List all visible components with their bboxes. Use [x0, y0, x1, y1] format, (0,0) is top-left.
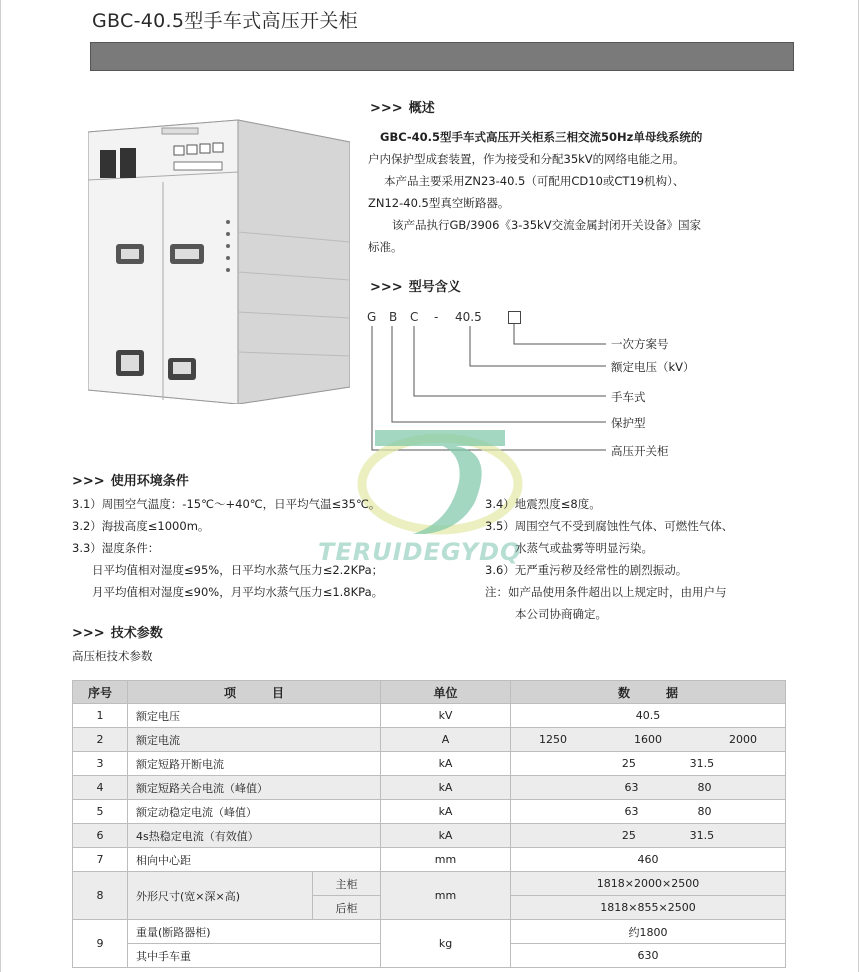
row-number: 1 — [73, 704, 128, 728]
table-row — [73, 752, 786, 776]
model-code-letter: G — [367, 310, 377, 324]
row-data — [511, 776, 786, 800]
row-data — [511, 728, 786, 752]
row-number: 2 — [73, 728, 128, 752]
data-value: 31.5 — [689, 757, 715, 770]
row-data — [511, 800, 786, 824]
row-unit: mm — [381, 872, 511, 920]
row-item: 额定电压 — [128, 704, 381, 728]
page-border-left — [0, 0, 1, 972]
overview-line: 户内保护型成套装置，作为接受和分配35kV的网络电能之用。 — [368, 152, 685, 166]
page-border-right — [858, 0, 859, 972]
row-item: 外形尺寸(宽×深×高) — [128, 872, 313, 920]
env-condition: 日平均值相对湿度≤95%，日平均水蒸气压力≤2.2KPa； — [92, 563, 384, 577]
data-value: 31.5 — [689, 829, 715, 842]
environment-heading: >>> 使用环境条件 — [72, 474, 189, 489]
row-unit: kA — [381, 800, 511, 824]
row-unit: kA — [381, 752, 511, 776]
table-row — [73, 824, 786, 848]
model-label: 手车式 — [611, 390, 646, 404]
tech-heading: >>> 技术参数 — [72, 626, 163, 641]
model-label: 高压开关柜 — [611, 444, 669, 458]
section-marker: >>> — [72, 474, 105, 489]
data-value: 25 — [621, 757, 636, 770]
section-marker: >>> — [370, 101, 403, 116]
overview-line: ZN12-40.5型真空断路器。 — [368, 196, 510, 210]
switchgear-cabinet-image — [88, 102, 350, 404]
table-header: 序号 — [73, 681, 128, 704]
data-value: 25 — [621, 829, 636, 842]
row-item: 其中手车重 — [128, 944, 381, 968]
overview-heading: >>> 概述 — [370, 101, 435, 116]
table-header: 项 目 — [128, 681, 381, 704]
table-header: 单位 — [381, 681, 511, 704]
env-condition: 3.1）周围空气温度：-15℃～+40℃，日平均气温≤35℃。 — [72, 497, 381, 511]
page-title: GBC-40.5型手车式高压开关柜 — [92, 10, 358, 32]
model-code-letter: 40.5 — [455, 310, 482, 324]
env-condition: 3.2）海拔高度≤1000m。 — [72, 519, 210, 533]
row-number: 9 — [73, 920, 128, 968]
table-header-row — [73, 681, 786, 704]
data-value: 1250 — [539, 733, 568, 746]
model-code-letter: - — [434, 310, 439, 324]
row-data — [511, 824, 786, 848]
model-label: 一次方案号 — [611, 337, 669, 351]
overview-line: 该产品执行GB/3906《3-35kV交流金属封闭开关设备》国家 — [392, 218, 702, 232]
table-row — [73, 800, 786, 824]
overview-line: 标准。 — [368, 240, 403, 254]
data-value: 2000 — [729, 733, 758, 746]
table-row — [73, 872, 786, 896]
row-unit: kA — [381, 776, 511, 800]
section-marker: >>> — [370, 280, 403, 295]
model-label: 额定电压（kV） — [611, 360, 695, 374]
overview-line: 本产品主要采用ZN23-40.5（可配用CD10或CT19机构）、 — [384, 174, 685, 188]
table-row — [73, 704, 786, 728]
env-condition: 本公司协商确定。 — [515, 607, 607, 621]
model-code-letter: B — [389, 310, 398, 324]
data-value: 1600 — [634, 733, 663, 746]
row-unit: mm — [381, 848, 511, 872]
row-item: 4s热稳定电流（有效值） — [128, 824, 381, 848]
overview-line: GBC-40.5型手车式高压开关柜系三相交流50Hz单母线系统的 — [380, 130, 703, 144]
row-item: 额定短路关合电流（峰值） — [128, 776, 381, 800]
row-item: 额定电流 — [128, 728, 381, 752]
env-condition: 水蒸气或盐雾等明显污染。 — [515, 541, 653, 555]
table-row — [73, 848, 786, 872]
row-data: 1818×855×2500 — [511, 896, 786, 920]
row-data: 约1800 — [511, 920, 786, 944]
title-bar — [90, 42, 794, 71]
row-unit: A — [381, 728, 511, 752]
row-unit: kA — [381, 824, 511, 848]
env-condition: 月平均值相对湿度≤90%，月平均水蒸气压力≤1.8KPa。 — [92, 585, 384, 599]
row-data: 460 — [511, 848, 786, 872]
watermark-text: TERUIDEGYDQ — [318, 538, 522, 566]
tech-subheading: 高压柜技术参数 — [72, 649, 153, 663]
row-subitem: 后柜 — [313, 896, 381, 920]
row-data: 40.5 — [511, 704, 786, 728]
row-number: 7 — [73, 848, 128, 872]
data-value: 80 — [697, 805, 712, 818]
row-subitem: 主柜 — [313, 872, 381, 896]
section-marker: >>> — [72, 626, 105, 641]
env-condition: 3.3）湿度条件： — [72, 541, 160, 555]
row-item: 额定短路开断电流 — [128, 752, 381, 776]
table-row — [73, 920, 786, 944]
row-number: 6 — [73, 824, 128, 848]
data-value: 80 — [697, 781, 712, 794]
row-data: 1818×2000×2500 — [511, 872, 786, 896]
row-number: 4 — [73, 776, 128, 800]
row-item: 重量(断路器柜) — [128, 920, 381, 944]
env-condition: 3.5）周围空气不受到腐蚀性气体、可燃性气体、 — [485, 519, 734, 533]
table-header: 数 据 — [511, 681, 786, 704]
row-item: 额定动稳定电流（峰值） — [128, 800, 381, 824]
model-code-letter: C — [410, 310, 419, 324]
row-data: 630 — [511, 944, 786, 968]
table-row — [73, 776, 786, 800]
model-label: 保护型 — [611, 416, 646, 430]
table-row — [73, 728, 786, 752]
row-number: 8 — [73, 872, 128, 920]
data-value: 63 — [624, 805, 639, 818]
row-unit: kV — [381, 704, 511, 728]
model-heading: >>> 型号含义 — [370, 280, 461, 295]
env-condition: 3.4）地震烈度≤8度。 — [485, 497, 601, 511]
row-unit: kg — [381, 920, 511, 968]
row-data — [511, 752, 786, 776]
data-value: 63 — [624, 781, 639, 794]
row-item: 相向中心距 — [128, 848, 381, 872]
row-number: 5 — [73, 800, 128, 824]
env-condition: 注：如产品使用条件超出以上规定时，由用户与 — [485, 585, 727, 599]
row-number: 3 — [73, 752, 128, 776]
tech-params-table — [72, 680, 786, 968]
env-condition: 3.6）无严重污秽及经常性的剧烈振动。 — [485, 563, 688, 577]
